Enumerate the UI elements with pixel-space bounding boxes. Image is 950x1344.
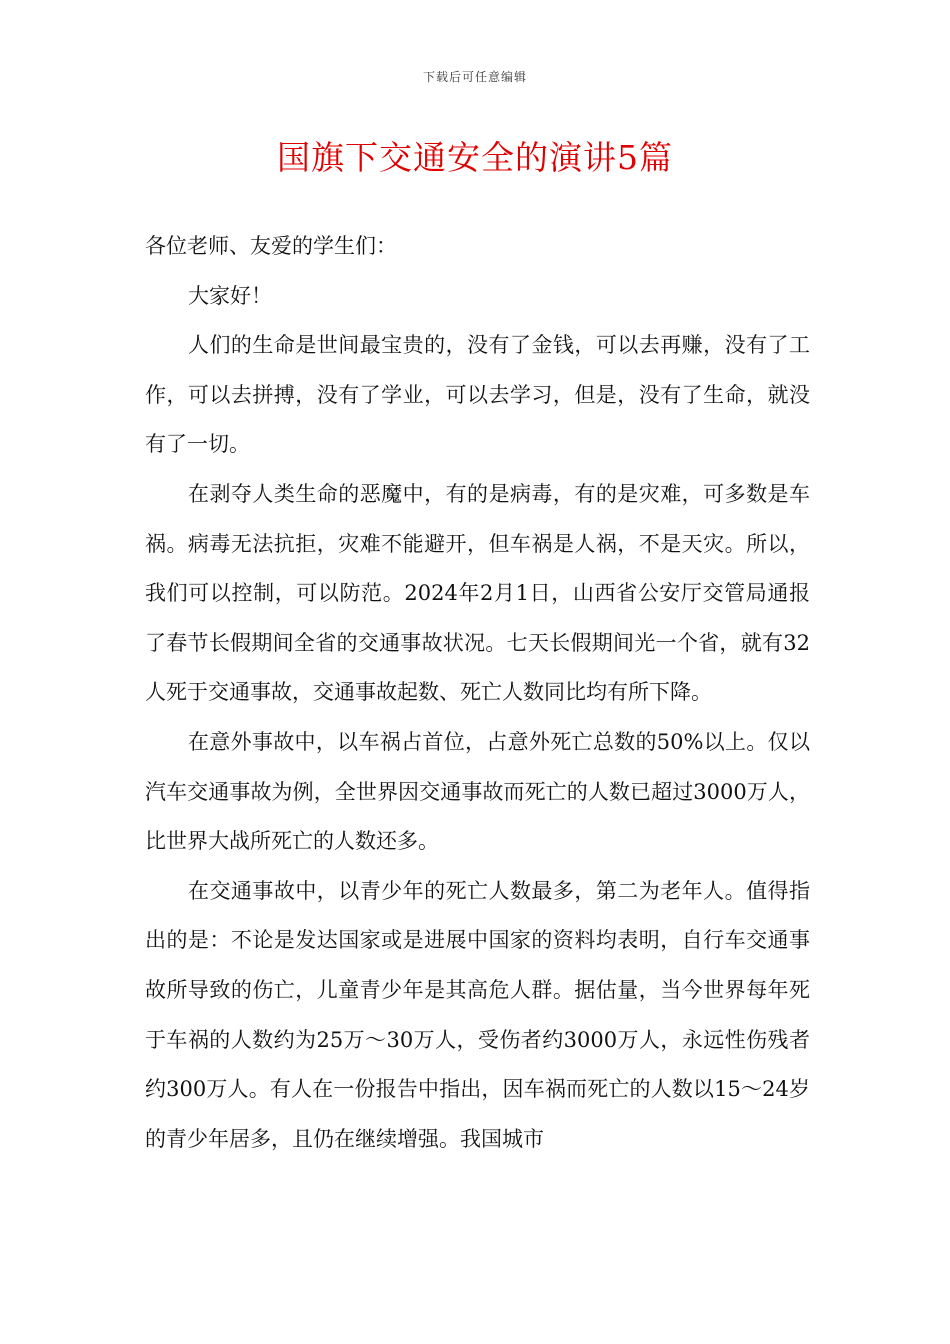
- paragraph-3: 在意外事故中，以车祸占首位，占意外死亡总数的50%以上。仅以汽车交通事故为例，全世界因交通事故而死亡的人数已超过3000万人，比世界大战所死亡的人数还多。: [145, 729, 810, 854]
- paragraph-1: 人们的生命是世间最宝贵的，没有了金钱，可以去再赚，没有了工作，可以去拼搏，没有了学业，可以去学习，但是，没有了生命，就没有了一切。: [145, 333, 810, 457]
- document-body: [145, 222, 810, 1164]
- document-title: 国旗下交通安全的演讲5篇: [277, 138, 673, 177]
- paragraph-greeting: 大家好！: [188, 283, 272, 308]
- salutation: 各位老师、友爱的学生们：: [145, 234, 397, 258]
- header-note: 下载后可任意编辑: [422, 70, 527, 84]
- paragraph-4: 在交通事故中，以青少年的死亡人数最多，第二为老年人。值得指出的是：不论是发达国家或是进展中国家的资料均表明，自行车交通事故所导致的伤亡，儿童青少年是其高危人群。据估量，当今世界每年死于车祸的人数约为25万～30万人，受伤者约3000万人，永远性伤残者约300万人。有人在一份报告中指出，因车祸而死亡的人数以15～24岁的青少年居多，且仍在继续增强。我国城市: [145, 878, 810, 1151]
- paragraph-2: 在剥夺人类生命的恶魔中，有的是病毒，有的是灾难，可多数是车祸。病毒无法抗拒，灾难不能避开，但车祸是人祸，不是天灾。所以，我们可以控制，可以防范。2024年2月1日，山西省公安厅交管局通报了春节长假期间全省的交通事故状况。七天长假期间光一个省，就有32人死于交通事故，交通事故起数、死亡人数同比均有所下降。: [145, 481, 810, 705]
